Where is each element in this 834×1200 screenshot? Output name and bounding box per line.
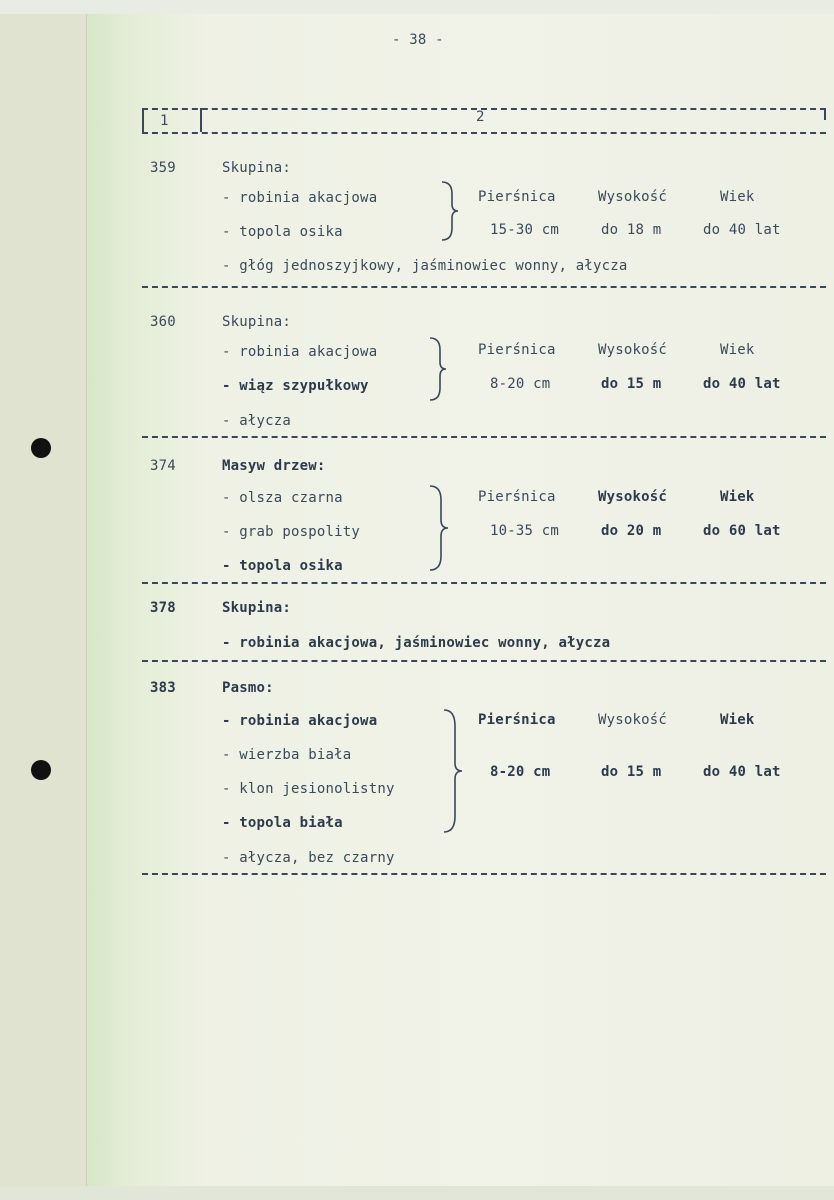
entry-number: 374 — [150, 458, 176, 474]
species-item: - topola osika — [222, 224, 343, 240]
measure-label-diameter: Pierśnica — [478, 189, 556, 205]
measure-label-age: Wiek — [720, 712, 755, 728]
measure-value-height: do 18 m — [601, 222, 662, 238]
species-item: - klon jesionolistny — [222, 781, 395, 797]
measure-value-height: do 15 m — [601, 376, 662, 392]
measure-value-age: do 40 lat — [703, 376, 781, 392]
entry-type: Skupina: — [222, 160, 292, 176]
species-item: - robinia akacjowa — [222, 713, 378, 729]
species-item: - robinia akacjowa — [222, 190, 378, 206]
punch-hole-top — [31, 438, 51, 458]
measure-label-age: Wiek — [720, 342, 755, 358]
species-item: - głóg jednoszyjkowy, jaśminowiec wonny, ałycza — [222, 258, 628, 274]
measure-value-age: do 40 lat — [703, 764, 781, 780]
header-col-1: 1 — [160, 113, 169, 129]
measure-value-diameter: 15-30 cm — [490, 222, 560, 238]
measure-value-diameter: 8-20 cm — [490, 376, 551, 392]
species-item: - olsza czarna — [222, 490, 343, 506]
grouping-brace — [428, 484, 450, 572]
measure-value-diameter: 10-35 cm — [490, 523, 560, 539]
measure-value-age: do 60 lat — [703, 523, 781, 539]
scan-border-top — [0, 0, 834, 14]
measure-label-height: Wysokość — [598, 189, 668, 205]
row-separator — [142, 660, 826, 662]
entry-type: Masyw drzew: — [222, 458, 326, 474]
measure-label-age: Wiek — [720, 489, 755, 505]
row-separator — [142, 436, 826, 438]
row-separator — [142, 582, 826, 584]
species-item: - wiąz szypułkowy — [222, 378, 369, 394]
entry-number: 383 — [150, 680, 176, 696]
measure-value-height: do 20 m — [601, 523, 662, 539]
scan-border-bottom — [0, 1186, 834, 1200]
grouping-brace — [442, 708, 464, 834]
measure-label-height: Wysokość — [598, 342, 668, 358]
header-col-2: 2 — [476, 109, 485, 125]
measure-label-age: Wiek — [720, 189, 755, 205]
header-right-rule — [824, 108, 826, 120]
header-left-rule — [142, 108, 144, 132]
entry-type: Skupina: — [222, 600, 292, 616]
entry-type: Skupina: — [222, 314, 292, 330]
punch-hole-bottom — [31, 760, 51, 780]
entry-type: Pasmo: — [222, 680, 274, 696]
species-item: - topola osika — [222, 558, 343, 574]
measure-label-diameter: Pierśnica — [478, 712, 556, 728]
entry-number: 360 — [150, 314, 176, 330]
measure-label-height: Wysokość — [598, 489, 668, 505]
species-item: - grab pospolity — [222, 524, 361, 540]
measure-value-height: do 15 m — [601, 764, 662, 780]
measure-label-diameter: Pierśnica — [478, 489, 556, 505]
measure-value-diameter: 8-20 cm — [490, 764, 551, 780]
grouping-brace — [440, 180, 460, 242]
species-item: - robinia akacjowa, jaśminowiec wonny, ałycza — [222, 635, 611, 651]
row-separator — [142, 286, 826, 288]
species-item: - topola biała — [222, 815, 343, 831]
entry-number: 378 — [150, 600, 176, 616]
species-item: - ałycza, bez czarny — [222, 850, 395, 866]
header-column-divider — [200, 108, 202, 132]
row-separator — [142, 873, 826, 875]
species-item: - robinia akacjowa — [222, 344, 378, 360]
entry-number: 359 — [150, 160, 176, 176]
measure-label-diameter: Pierśnica — [478, 342, 556, 358]
species-item: - wierzba biała — [222, 747, 352, 763]
grouping-brace — [428, 336, 448, 402]
measure-label-height: Wysokość — [598, 712, 668, 728]
page-number: - 38 - — [392, 32, 444, 48]
measure-value-age: do 40 lat — [703, 222, 781, 238]
species-item: - ałycza — [222, 413, 292, 429]
